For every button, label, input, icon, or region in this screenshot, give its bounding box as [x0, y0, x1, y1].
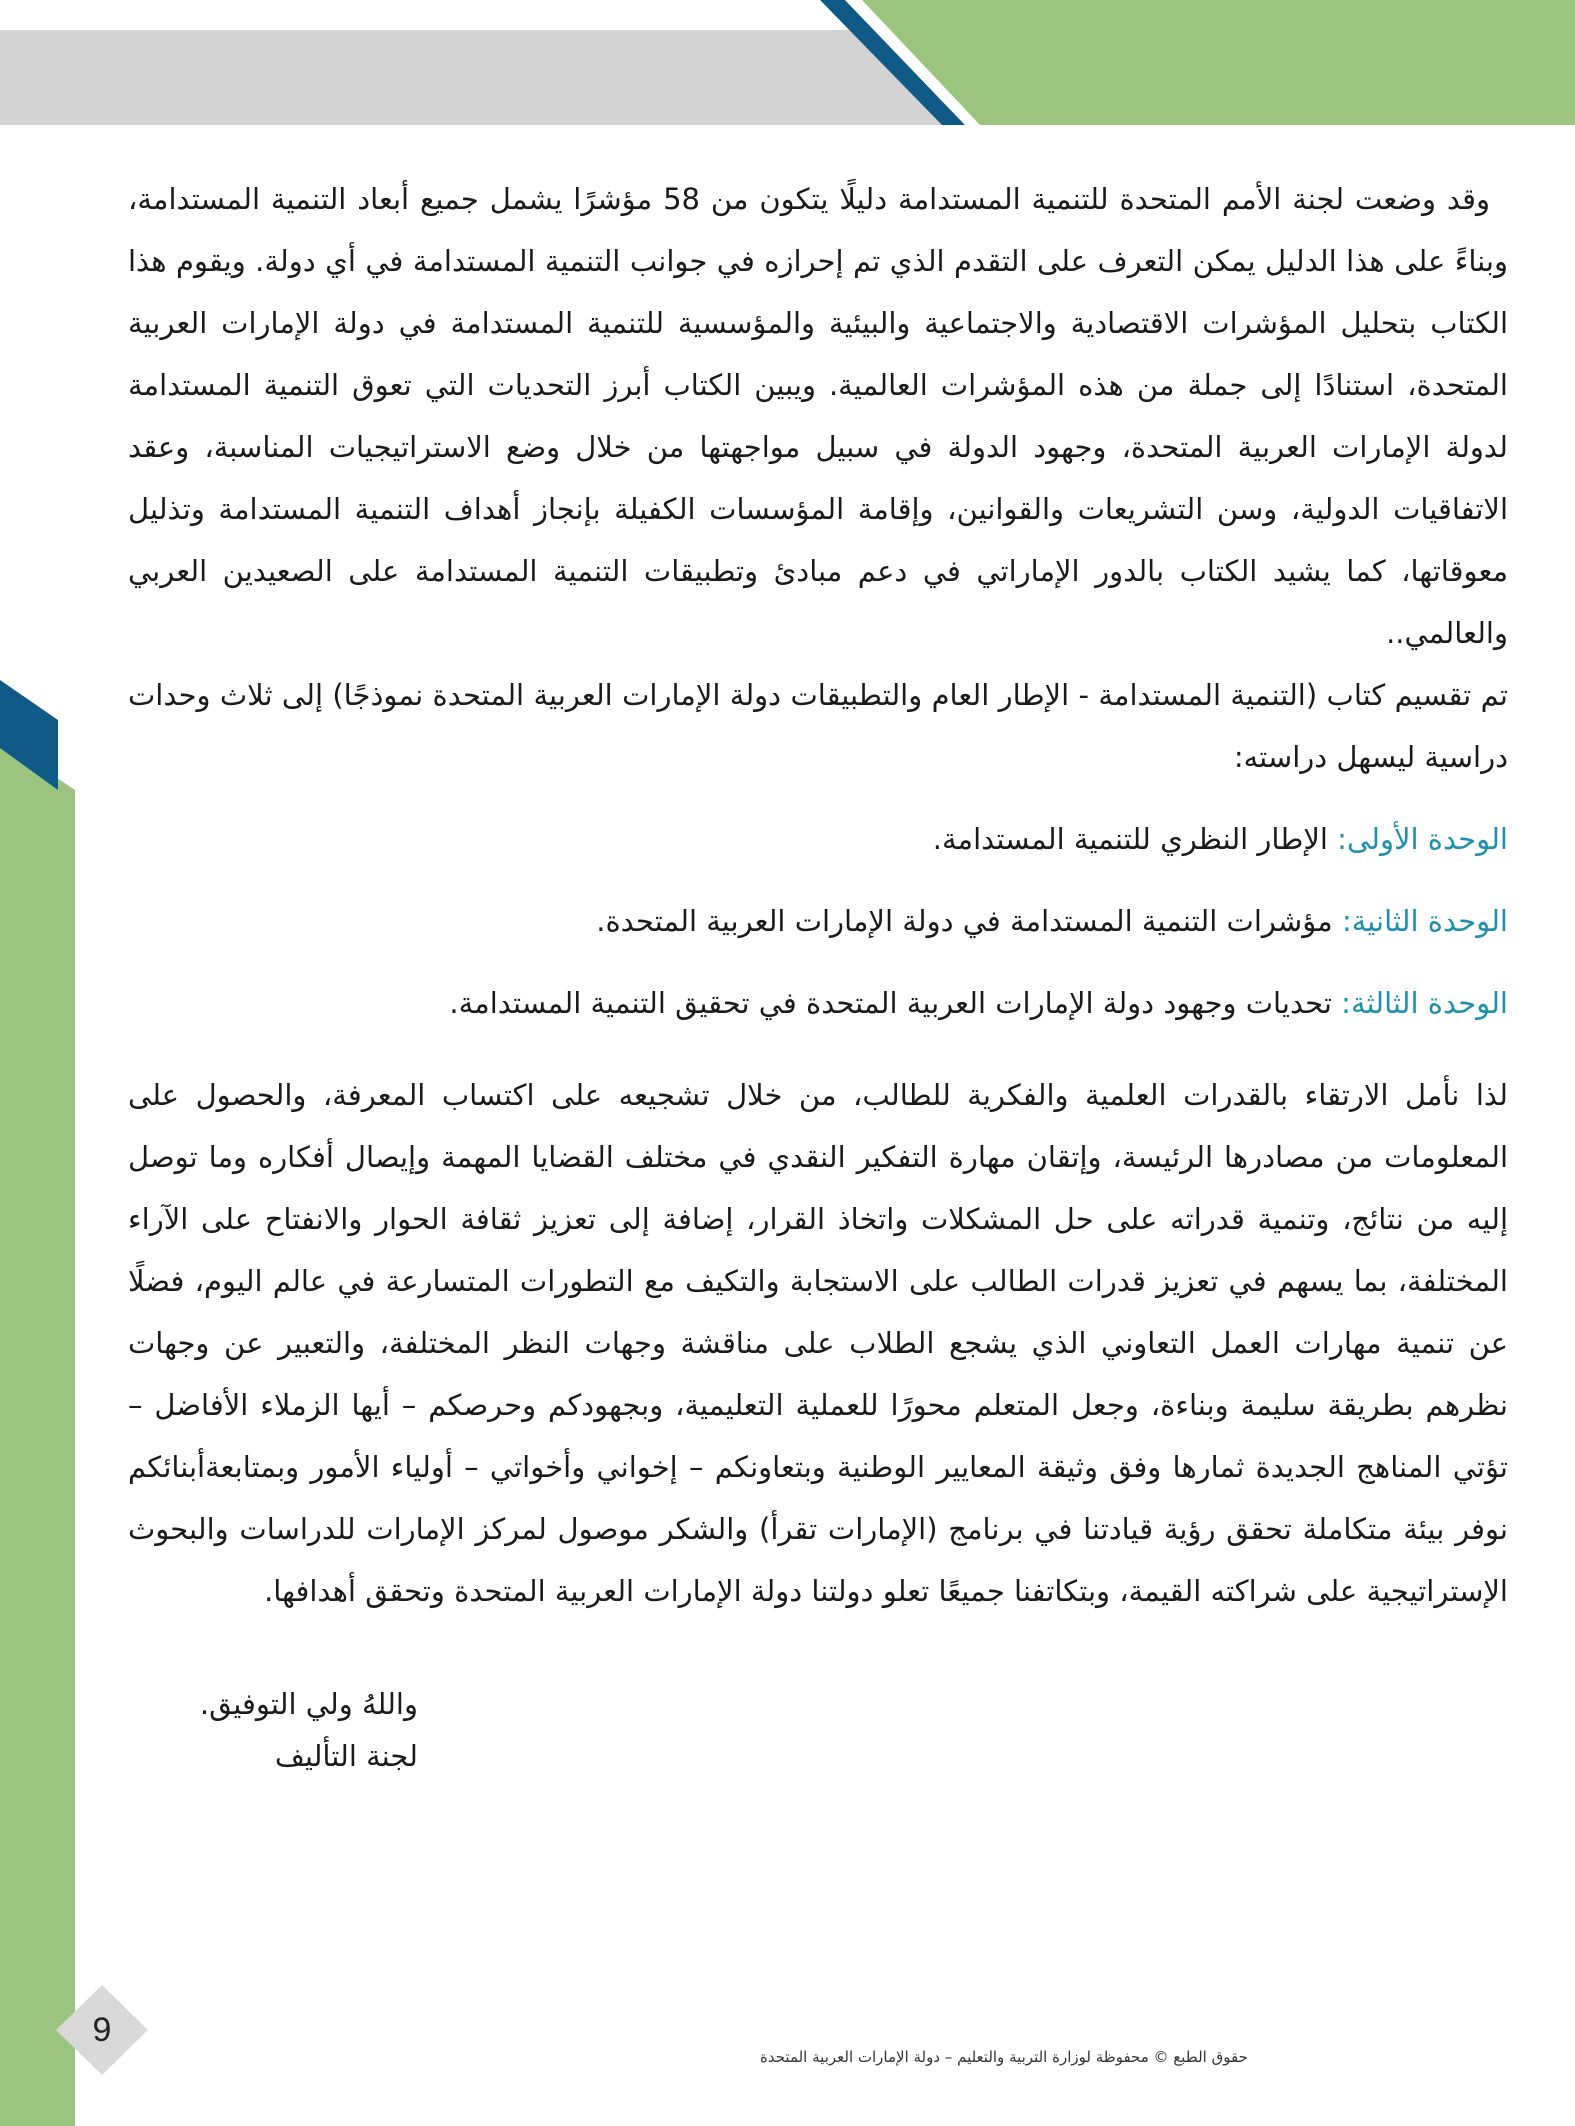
copyright-footer: حقوق الطبع © محفوظة لوزارة التربية والتعليم – دولة الإمارات العربية المتحدة	[760, 2048, 1248, 2066]
unit-1-text: الإطار النظري للتنمية المستدامة.	[932, 822, 1338, 856]
unit-3-label: الوحدة الثالثة:	[1341, 986, 1508, 1020]
unit-1-label: الوحدة الأولى:	[1337, 822, 1508, 856]
page-number: 9	[92, 2011, 112, 2049]
left-green-bar	[0, 740, 75, 2126]
unit-2-text: مؤشرات التنمية المستدامة في دولة الإمارات العربية المتحدة.	[596, 904, 1342, 938]
unit-2-label: الوحدة الثانية:	[1341, 904, 1508, 938]
top-gray-band	[0, 30, 980, 125]
intro-paragraph-2: تم تقسيم كتاب (التنمية المستدامة - الإطار العام والتطبيقات دولة الإمارات العربية المتحدة نموذجًا) إلى ثلاث وحدات دراسية ليسهل دراسته:	[128, 678, 1508, 774]
signature-line-2: لجنة التأليف	[274, 1739, 418, 1773]
closing-paragraph: لذا نأمل الارتقاء بالقدرات العلمية والفكرية للطالب، من خلال تشجيعه على اكتساب المعرفة، والحصول على المعلومات من مصادرها الرئيسة، وإتقان مهارة التفكير النقدي في مختلف القضايا المهمة وإيصال أفكاره وما توصل إليه من نتائج، وتنمية قدراته على حل المشكلات واتخاذ القرار، إضافة إلى تعزيز ثقافة الحوار والانفتاح على الآراء المختلفة، بما يسهم في تعزيز قدرات الطالب على الاستجابة والتكيف مع التطورات المتسارعة في عالم اليوم، فضلًا عن تنمية مهارات العمل التعاوني الذي يشجع الطلاب على مناقشة وجهات النظر المختلفة، والتعبير عن وجهات نظرهم بطريقة سليمة وبناءة، وجعل المتعلم محورًا للعملية التعليمية، وبجهودكم وحرصكم – أيها الزملاء الأفاضل – تؤتي المناهج الجديدة ثمارها وفق وثيقة المعايير الوطنية وبتعاونكم – إخواني وأخواتي – أولياء الأمور وبمتابعةأبنائكم نوفر بيئة متكاملة تحقق رؤية قيادتنا في برنامج (الإمارات تقرأ) والشكر موصول لمركز الإمارات للدراسات والبحوث الإستراتيجية على شراكته القيمة، وبتكاتفنا جميعًا تعلو دولتنا دولة الإمارات العربية المتحدة وتحقق أهدافها.	[128, 1078, 1508, 1608]
unit-3	[128, 972, 1508, 1034]
signature-block	[158, 1678, 418, 1782]
unit-1	[128, 808, 1508, 870]
main-text	[128, 168, 1508, 1782]
unit-3-text: تحديات وجهود دولة الإمارات العربية المتحدة في تحقيق التنمية المستدامة.	[449, 986, 1342, 1020]
signature-line-1: واللهُ ولي التوفيق.	[199, 1687, 418, 1721]
intro-paragraph-1: وقد وضعت لجنة الأمم المتحدة للتنمية المستدامة دليلًا يتكون من 58 مؤشرًا يشمل جميع أبعاد التنمية المستدامة، وبناءً على هذا الدليل يمكن التعرف على التقدم الذي تم إحرازه في جوانب التنمية المستدامة في أي دولة. ويقوم هذا الكتاب بتحليل المؤشرات الاقتصادية والاجتماعية والبيئية والمؤسسية للتنمية المستدامة في دولة الإمارات العربية المتحدة، استنادًا إلى جملة من هذه المؤشرات العالمية. ويبين الكتاب أبرز التحديات التي تعوق التنمية المستدامة لدولة الإمارات العربية المتحدة، وجهود الدولة في سبيل مواجهتها من خلال وضع الاستراتيجيات المناسبة، وعقد الاتفاقيات الدولية، وسن التشريعات والقوانين، وإقامة المؤسسات الكفيلة بإنجاز أهداف التنمية المستدامة وتذليل معوقاتها، كما يشيد الكتاب بالدور الإماراتي في دعم مبادئ وتطبيقات التنمية المستدامة على الصعيدين العربي والعالمي..	[128, 182, 1508, 650]
unit-2	[128, 890, 1508, 952]
